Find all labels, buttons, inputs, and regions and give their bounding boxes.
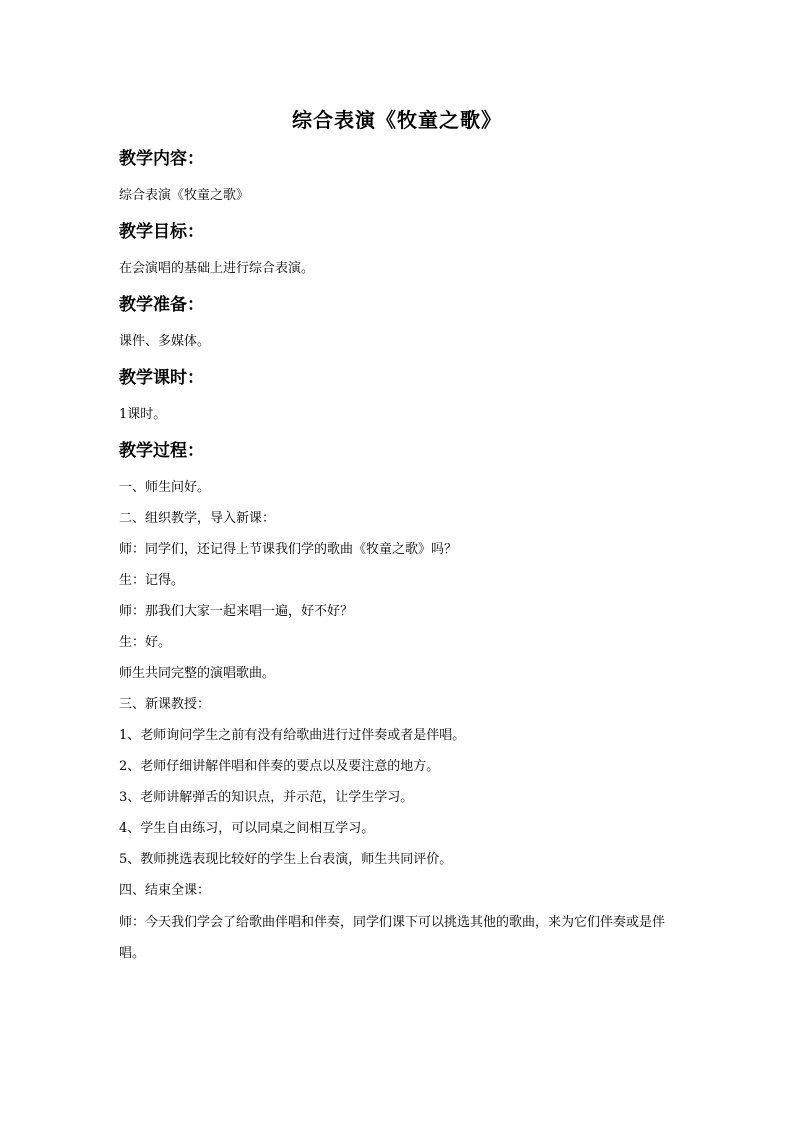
teaching-content-heading: 教学内容： <box>119 149 204 169</box>
process-line: 师生共同完整的演唱歌曲。 <box>119 666 276 681</box>
teaching-preparation-text: 课件、多媒体。 <box>119 334 211 349</box>
teaching-hours-text: 1课时。 <box>119 407 167 422</box>
process-line: 四、结束全课： <box>119 883 211 898</box>
teaching-process-heading: 教学过程： <box>119 441 204 461</box>
process-line: 师：同学们，还记得上节课我们学的歌曲《牧童之歌》吗？ <box>119 542 458 557</box>
document-title: 综合表演《牧童之歌》 <box>292 108 502 132</box>
teaching-goal-heading: 教学目标： <box>119 222 204 242</box>
process-line: 师：今天我们学会了给歌曲伴唱和伴奏，同学们课下可以挑选其他的歌曲，来为它们伴奏或是伴唱。 <box>119 915 666 961</box>
process-line: 1、老师询问学生之前有没有给歌曲进行过伴奏或者是伴唱。 <box>119 728 466 743</box>
teaching-preparation-heading: 教学准备： <box>119 295 204 315</box>
teaching-process-list <box>119 478 689 969</box>
process-line: 5、教师挑选表现比较好的学生上台表演，师生共同评价。 <box>119 852 453 867</box>
process-line: 三、新课教授： <box>119 697 211 712</box>
process-line: 师：那我们大家一起来唱一遍，好不好？ <box>119 604 354 619</box>
process-line: 4、学生自由练习，可以同桌之间相互学习。 <box>119 821 375 836</box>
process-line: 2、老师仔细讲解伴唱和伴奏的要点以及要注意的地方。 <box>119 759 440 774</box>
process-line: 生：好。 <box>119 635 172 650</box>
teaching-goal-text: 在会演唱的基础上进行综合表演。 <box>119 261 315 276</box>
process-line: 二、组织教学，导入新课： <box>119 511 276 526</box>
document-body <box>119 146 689 980</box>
teaching-hours-heading: 教学课时： <box>119 368 204 388</box>
process-line: 一、师生问好。 <box>119 480 211 495</box>
teaching-content-text: 综合表演《牧童之歌》 <box>119 188 250 203</box>
process-line: 3、老师讲解弹舌的知识点，并示范，让学生学习。 <box>119 790 414 805</box>
process-line: 生：记得。 <box>119 573 185 588</box>
